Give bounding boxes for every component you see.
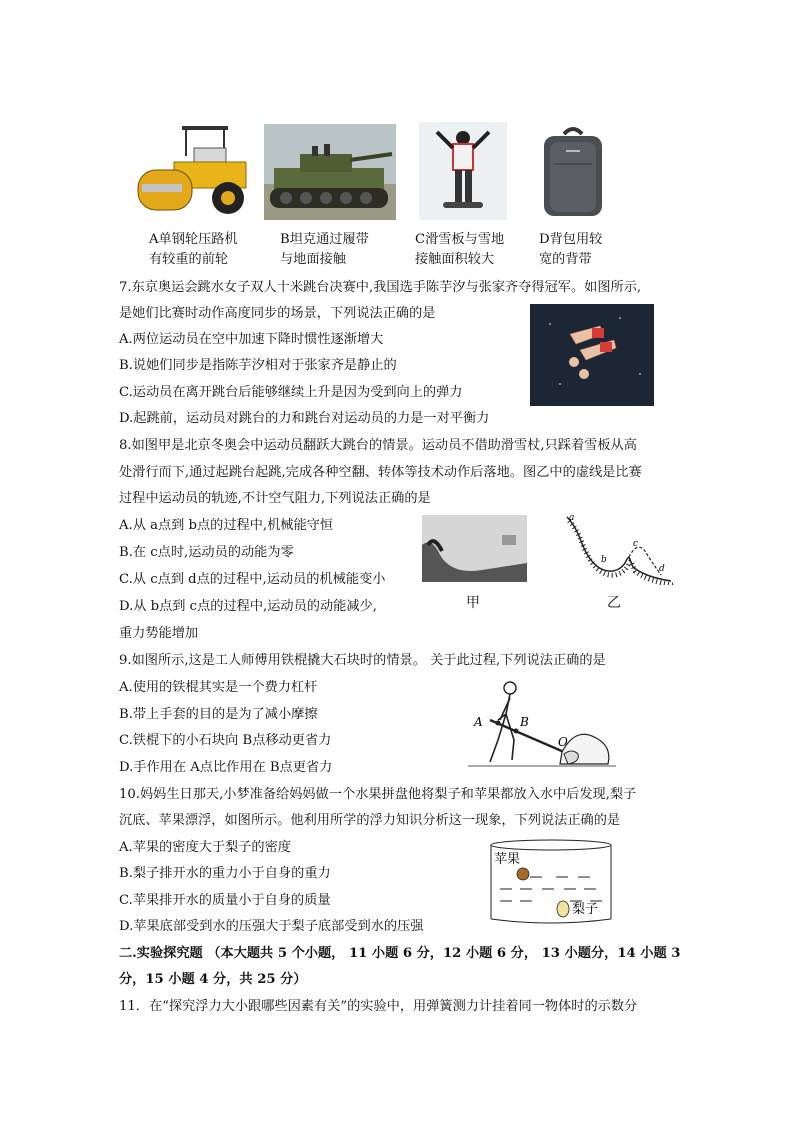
point-O-label: O <box>558 735 568 749</box>
q10-option-c: C.苹果排开水的质量小于自身的质量 <box>119 893 331 908</box>
q8-stem-line1: 8.如图甲是北京冬奥会中运动员翻跃大跳台的情景。运动员不借助滑雪杖,只踩着雪板从高 <box>119 438 637 453</box>
snowboarder-image <box>419 122 507 220</box>
trajectory-diagram <box>553 511 673 585</box>
divers-photo <box>530 304 654 406</box>
section2-heading-line1: 二.实验探究题 （本大题共 5 个小题， 11 小题 6 分，12 小题 6 分， 13 小题分，14 小题 3 <box>119 946 681 961</box>
q8-option-c: C.从 c点到 d点的过程中,运动员的机械能变小 <box>119 572 386 587</box>
section2-heading-line2: 分，15 小题 4 分，共 25 分） <box>119 972 307 987</box>
point-c-label: c <box>633 539 639 549</box>
road-roller-image <box>134 122 252 220</box>
q7-option-b: B.说她们同步是指陈芋汐相对于张家齐是静止的 <box>119 358 397 373</box>
q7-option-d: D.起跳前，运动员对跳台的力和跳台对运动员的力是一对平衡力 <box>119 411 490 426</box>
point-a-label: a <box>569 513 575 523</box>
lever-worker-diagram <box>468 680 616 772</box>
option-a-caption: A单钢轮压路机 有较重的前轮 <box>149 232 238 267</box>
q7-option-a: A.两位运动员在空中加速下降时惯性逐渐增大 <box>119 332 384 347</box>
q7-stem-line1: 7.东京奥运会跳水女子双人十米跳台决赛中,我国选手陈芋汐与张家齐夺得冠军。如图所示, <box>119 280 642 295</box>
tank-image <box>264 124 396 220</box>
q10-option-d: D.苹果底部受到水的压强大于梨子底部受到水的压强 <box>119 919 424 934</box>
q10-option-a: A.苹果的密度大于梨子的密度 <box>119 840 291 855</box>
q9-option-c: C.铁棍下的小石块向 B点移动更省力 <box>119 733 332 748</box>
q9-stem: 9.如图所示,这是工人师傅用铁棍撬大石块时的情景。 关于此过程,下列说法正确的是 <box>119 653 606 668</box>
option-c-caption: C滑雪板与雪地 接触面积较大 <box>415 232 505 267</box>
q9-option-a: A.使用的铁棍其实是一个费力杠杆 <box>119 680 318 695</box>
q8-option-b: B.在 c点时,运动员的动能为零 <box>119 545 294 560</box>
q7-option-c: C.运动员在离开跳台后能够继续上升是因为受到向上的弹力 <box>119 385 463 400</box>
figure-yi-label: 乙 <box>607 595 621 611</box>
figure-jia-label: 甲 <box>466 595 480 611</box>
q10-stem-line2: 沉底、苹果漂浮，如图所示。他利用所学的浮力知识分析这一现象，下列说法正确的是 <box>119 813 621 828</box>
q9-option-b: B.带上手套的目的是为了减小摩擦 <box>119 707 318 722</box>
ski-jump-photo <box>422 515 527 582</box>
q8-stem-line3: 过程中运动员的轨迹,不计空气阻力,下列说法正确的是 <box>119 491 431 506</box>
q8-option-d: D.从 b点到 c点的过程中,运动员的动能减少, <box>119 599 377 614</box>
point-A-label: A <box>474 715 483 729</box>
q11-stem: 11．在“探究浮力大小跟哪些因素有关”的实验中，用弹簧测力计挂着同一物体时的示数分 <box>119 999 638 1014</box>
q9-option-d: D.手作用在 A点比作用在 B点更省力 <box>119 760 333 775</box>
backpack-image <box>536 124 610 222</box>
q10-option-b: B.梨子排开水的重力小于自身的重力 <box>119 866 331 881</box>
point-B-label: B <box>520 715 529 729</box>
water-container-diagram <box>486 837 616 927</box>
q8-option-a: A.从 a点到 b点的过程中,机械能守恒 <box>119 518 334 533</box>
q8-stem-line2: 处滑行而下,通过起跳台起跳,完成各种空翻、转体等技术动作后落地。图乙中的虚线是比赛 <box>119 465 642 480</box>
apple-label: 苹果 <box>494 852 521 867</box>
option-d-caption: D背包用较 宽的背带 <box>539 232 603 267</box>
q10-stem-line1: 10.妈妈生日那天,小梦准备给妈妈做一个水果拼盘他将梨子和苹果都放入水中后发现,梨子 <box>119 787 637 802</box>
point-b-label: b <box>601 555 607 565</box>
point-d-label: d <box>659 564 665 574</box>
q7-stem-line2: 是她们比赛时动作高度同步的场景，下列说法正确的是 <box>119 306 436 321</box>
option-b-caption: B坦克通过履带 与地面接触 <box>280 232 369 267</box>
q8-option-d-continued: 重力势能增加 <box>119 626 199 641</box>
pear-label: 梨子 <box>572 902 599 917</box>
